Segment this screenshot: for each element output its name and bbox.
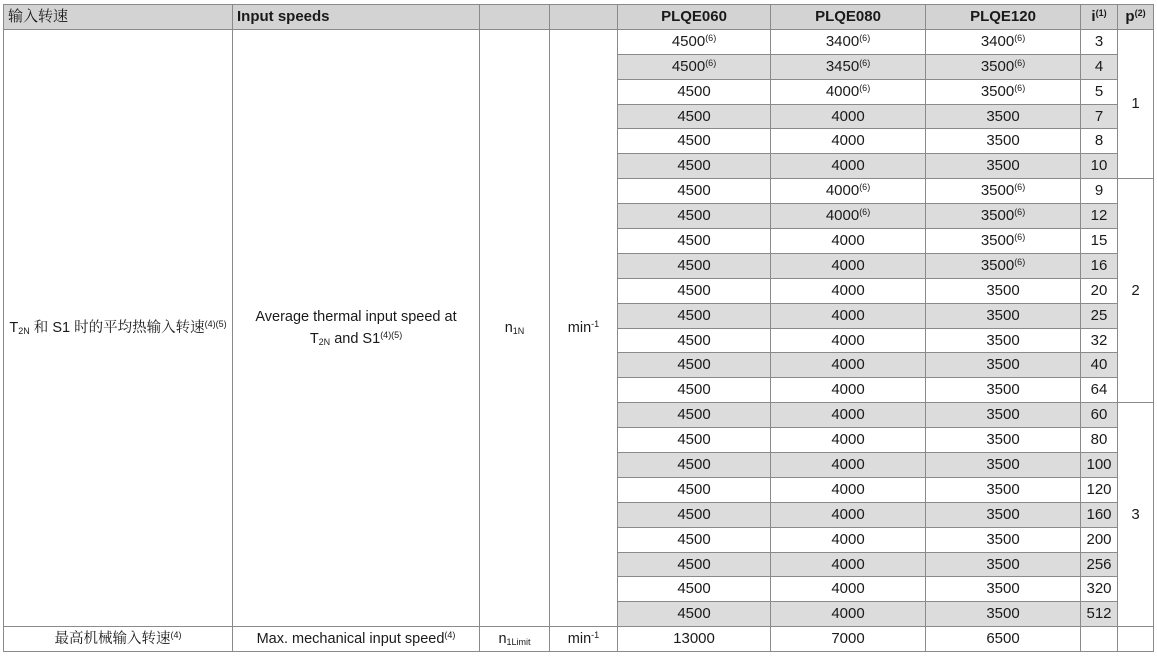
cell-plqe080-value: 3400 — [825, 32, 860, 50]
cell-plqe080 — [771, 552, 926, 577]
mechanical-symbol — [480, 627, 550, 652]
cell-ratio-value: 3 — [1094, 32, 1104, 50]
cell-plqe120 — [926, 29, 1081, 54]
header-plqe060: PLQE060 — [618, 5, 771, 30]
cell-plqe120 — [926, 453, 1081, 478]
cell-plqe060-value: 4500 — [677, 306, 711, 324]
cell-plqe080 — [771, 353, 926, 378]
cell-ratio — [1081, 229, 1118, 254]
header-stage — [1118, 5, 1154, 30]
mechanical-label-zh — [4, 627, 233, 652]
cell-plqe060 — [618, 104, 771, 129]
cell-ratio — [1081, 154, 1118, 179]
cell-plqe060-value: 4500 — [677, 182, 711, 200]
cell-ratio — [1081, 502, 1118, 527]
cell-plqe060-value: 4500 — [677, 356, 711, 374]
header-stage-base: p — [1125, 7, 1135, 25]
cell-plqe120-value: 3500 — [986, 381, 1020, 399]
input-speed-table — [3, 4, 1154, 652]
cell-plqe080-value: 4000 — [825, 82, 860, 100]
thermal-zh-notes: (4)(5) — [204, 319, 227, 330]
table-row — [4, 29, 1154, 54]
cell-plqe080-value: 4000 — [831, 505, 865, 523]
cell-plqe120-note: (6) — [1014, 32, 1026, 43]
cell-ratio — [1081, 104, 1118, 129]
cell-ratio-value: 200 — [1086, 530, 1112, 548]
cell-plqe060-value: 4500 — [677, 555, 711, 573]
cell-ratio — [1081, 428, 1118, 453]
cell-plqe080 — [771, 154, 926, 179]
cell-plqe120-value: 3500 — [986, 431, 1020, 449]
cell-plqe060 — [618, 204, 771, 229]
cell-plqe060 — [618, 453, 771, 478]
cell-ratio — [1081, 303, 1118, 328]
cell-plqe120 — [926, 602, 1081, 627]
thermal-symbol — [480, 29, 550, 626]
header-ratio-base: i — [1091, 7, 1096, 25]
cell-stage — [1118, 403, 1154, 627]
cell-plqe120-value: 3500 — [980, 182, 1015, 200]
cell-plqe120 — [926, 104, 1081, 129]
cell-plqe120-value: 3500 — [986, 406, 1020, 424]
cell-plqe120 — [926, 129, 1081, 154]
mechanical-stage-blank — [1118, 627, 1154, 652]
cell-plqe080-value: 4000 — [825, 182, 860, 200]
cell-plqe060-value: 4500 — [677, 132, 711, 150]
cell-plqe120-value: 3500 — [980, 256, 1015, 274]
cell-plqe060 — [618, 353, 771, 378]
cell-plqe060-value: 4500 — [677, 281, 711, 299]
cell-ratio-value: 40 — [1090, 356, 1108, 374]
thermal-zh-sub: 2N — [18, 325, 30, 336]
cell-plqe080-value: 4000 — [831, 356, 865, 374]
cell-plqe060-value: 4500 — [671, 57, 706, 75]
cell-plqe060-value: 4500 — [677, 455, 711, 473]
thermal-zh-rest: 和 S1 时的平均热输入转速 — [29, 320, 205, 337]
cell-plqe080 — [771, 104, 926, 129]
cell-plqe120-value: 3500 — [986, 356, 1020, 374]
cell-plqe060 — [618, 527, 771, 552]
cell-plqe080 — [771, 29, 926, 54]
cell-plqe060 — [618, 602, 771, 627]
cell-plqe080 — [771, 602, 926, 627]
mechanical-label-en — [233, 627, 480, 652]
cell-plqe060-value: 4500 — [677, 381, 711, 399]
cell-plqe120 — [926, 179, 1081, 204]
thermal-symbol-sub: 1N — [512, 325, 525, 336]
cell-plqe120-value: 3400 — [980, 32, 1015, 50]
cell-plqe060-value: 4500 — [677, 505, 711, 523]
mechanical-zh-text: 最高机械输入转速 — [54, 631, 171, 648]
cell-plqe060 — [618, 577, 771, 602]
cell-plqe060-value: 4500 — [677, 157, 711, 175]
thermal-unit — [550, 29, 618, 626]
cell-plqe120-note: (6) — [1014, 82, 1026, 93]
cell-stage — [1118, 29, 1154, 178]
mechanical-row — [4, 627, 1154, 652]
cell-plqe120-note: (6) — [1014, 207, 1026, 218]
cell-ratio — [1081, 577, 1118, 602]
thermal-en-mid: and S1 — [330, 331, 381, 348]
mechanical-unit-exp: -1 — [591, 630, 600, 641]
cell-plqe080-note: (6) — [859, 82, 871, 93]
cell-plqe080-value: 4000 — [831, 331, 865, 349]
cell-plqe060 — [618, 229, 771, 254]
cell-ratio-value: 120 — [1086, 480, 1112, 498]
cell-plqe060 — [618, 179, 771, 204]
cell-plqe060 — [618, 54, 771, 79]
cell-plqe120 — [926, 577, 1081, 602]
cell-ratio-value: 16 — [1090, 256, 1108, 274]
cell-plqe060 — [618, 477, 771, 502]
mechanical-plqe120 — [926, 627, 1081, 652]
header-unit-blank — [550, 5, 618, 30]
mechanical-en-text: Max. mechanical input speed — [256, 631, 445, 648]
thermal-en-prefix: Average thermal input speed at — [255, 309, 457, 326]
cell-plqe080-value: 4000 — [831, 455, 865, 473]
cell-plqe080-value: 4000 — [831, 381, 865, 399]
cell-ratio — [1081, 79, 1118, 104]
cell-ratio — [1081, 353, 1118, 378]
cell-plqe080-value: 4000 — [831, 306, 865, 324]
cell-plqe120 — [926, 353, 1081, 378]
cell-ratio-value: 4 — [1094, 57, 1104, 75]
cell-ratio-value: 10 — [1090, 157, 1108, 175]
cell-plqe120 — [926, 204, 1081, 229]
mechanical-ratio-blank — [1081, 627, 1118, 652]
cell-plqe080-value: 4000 — [831, 480, 865, 498]
cell-plqe120 — [926, 79, 1081, 104]
cell-plqe120 — [926, 403, 1081, 428]
cell-plqe080-value: 4000 — [825, 207, 860, 225]
cell-plqe060-note: (6) — [705, 32, 717, 43]
cell-plqe060-value: 4500 — [677, 580, 711, 598]
mechanical-plqe080 — [771, 627, 926, 652]
table-body — [4, 29, 1154, 651]
cell-ratio — [1081, 403, 1118, 428]
cell-ratio-value: 12 — [1090, 207, 1108, 225]
cell-plqe120-value: 3500 — [986, 132, 1020, 150]
cell-plqe080 — [771, 204, 926, 229]
cell-plqe120-value: 3500 — [986, 281, 1020, 299]
cell-ratio-value: 32 — [1090, 331, 1108, 349]
cell-ratio — [1081, 328, 1118, 353]
cell-ratio — [1081, 253, 1118, 278]
cell-plqe080 — [771, 527, 926, 552]
cell-plqe120-value: 3500 — [986, 580, 1020, 598]
cell-ratio-value: 7 — [1094, 107, 1104, 125]
header-plqe120: PLQE120 — [926, 5, 1081, 30]
cell-ratio-value: 5 — [1094, 82, 1104, 100]
thermal-en-sub: 2N — [318, 336, 331, 347]
header-stage-note: (2) — [1134, 8, 1146, 18]
mechanical-plqe060 — [618, 627, 771, 652]
mechanical-zh-note: (4) — [170, 630, 182, 641]
cell-plqe060-value: 4500 — [677, 256, 711, 274]
cell-plqe080-value: 3450 — [825, 57, 860, 75]
cell-ratio-value: 100 — [1086, 455, 1112, 473]
cell-plqe120 — [926, 278, 1081, 303]
cell-ratio — [1081, 129, 1118, 154]
cell-plqe120-value: 3500 — [980, 57, 1015, 75]
cell-plqe060-value: 4500 — [677, 207, 711, 225]
cell-plqe060 — [618, 29, 771, 54]
cell-plqe060-value: 4500 — [677, 480, 711, 498]
cell-plqe120-note: (6) — [1014, 256, 1026, 267]
cell-plqe120 — [926, 253, 1081, 278]
cell-plqe120 — [926, 154, 1081, 179]
thermal-label-zh — [4, 29, 233, 626]
cell-ratio — [1081, 477, 1118, 502]
cell-plqe120-value: 3500 — [986, 530, 1020, 548]
cell-ratio — [1081, 552, 1118, 577]
cell-plqe060 — [618, 328, 771, 353]
cell-stage-value: 2 — [1131, 281, 1140, 299]
cell-plqe080 — [771, 428, 926, 453]
cell-ratio — [1081, 453, 1118, 478]
cell-plqe120 — [926, 502, 1081, 527]
header-symbol-blank — [480, 5, 550, 30]
cell-plqe120 — [926, 378, 1081, 403]
mechanical-plqe060-value: 13000 — [673, 630, 715, 648]
cell-plqe060-value: 4500 — [677, 406, 711, 424]
cell-plqe120-value: 3500 — [986, 605, 1020, 623]
cell-stage — [1118, 179, 1154, 403]
cell-ratio — [1081, 29, 1118, 54]
cell-plqe080-value: 4000 — [831, 605, 865, 623]
cell-plqe060-value: 4500 — [677, 331, 711, 349]
header-label-zh: 输入转速 — [4, 5, 233, 30]
cell-plqe060 — [618, 403, 771, 428]
cell-ratio — [1081, 602, 1118, 627]
cell-plqe060 — [618, 552, 771, 577]
cell-plqe080-note: (6) — [859, 182, 871, 193]
cell-plqe080-value: 4000 — [831, 431, 865, 449]
cell-plqe080-value: 4000 — [831, 107, 865, 125]
cell-plqe080-value: 4000 — [831, 281, 865, 299]
cell-stage-value: 1 — [1131, 95, 1140, 113]
cell-plqe080 — [771, 453, 926, 478]
cell-plqe080 — [771, 229, 926, 254]
cell-plqe080 — [771, 477, 926, 502]
cell-plqe080 — [771, 54, 926, 79]
cell-plqe060 — [618, 502, 771, 527]
thermal-label-en — [233, 29, 480, 626]
cell-plqe060-note: (6) — [705, 57, 717, 68]
thermal-unit-base: min — [567, 320, 592, 337]
cell-ratio — [1081, 179, 1118, 204]
mechanical-unit-base: min — [567, 631, 592, 648]
cell-plqe060 — [618, 129, 771, 154]
cell-plqe060-value: 4500 — [677, 530, 711, 548]
cell-plqe120-note: (6) — [1014, 57, 1026, 68]
cell-plqe080 — [771, 577, 926, 602]
thermal-en-notes: (4)(5) — [380, 330, 403, 341]
cell-ratio — [1081, 527, 1118, 552]
header-ratio-note: (1) — [1095, 8, 1107, 18]
cell-stage-value: 3 — [1131, 505, 1140, 523]
header-label-en: Input speeds — [233, 5, 480, 30]
cell-plqe060 — [618, 253, 771, 278]
cell-plqe120-value: 3500 — [986, 157, 1020, 175]
cell-plqe060 — [618, 303, 771, 328]
mechanical-plqe080-value: 7000 — [831, 630, 865, 648]
thermal-symbol-base: n — [504, 320, 513, 337]
cell-plqe120-value: 3500 — [986, 555, 1020, 573]
cell-plqe080 — [771, 378, 926, 403]
cell-plqe060 — [618, 378, 771, 403]
cell-plqe080-note: (6) — [859, 207, 871, 218]
cell-plqe120-value: 3500 — [986, 306, 1020, 324]
cell-ratio-value: 256 — [1086, 555, 1112, 573]
cell-plqe080-note: (6) — [859, 57, 871, 68]
cell-plqe060-value: 4500 — [677, 431, 711, 449]
cell-plqe080-value: 4000 — [831, 132, 865, 150]
cell-ratio-value: 80 — [1090, 431, 1108, 449]
cell-ratio-value: 160 — [1086, 505, 1112, 523]
cell-plqe120-value: 3500 — [980, 231, 1015, 249]
cell-plqe120-value: 3500 — [986, 107, 1020, 125]
cell-plqe080-value: 4000 — [831, 580, 865, 598]
cell-plqe120-note: (6) — [1014, 182, 1026, 193]
cell-plqe080-value: 4000 — [831, 555, 865, 573]
header-row — [4, 5, 1154, 30]
cell-plqe080-value: 4000 — [831, 530, 865, 548]
cell-plqe080-value: 4000 — [831, 406, 865, 424]
cell-plqe060 — [618, 79, 771, 104]
cell-plqe120 — [926, 54, 1081, 79]
cell-plqe080 — [771, 129, 926, 154]
cell-plqe080-value: 4000 — [831, 256, 865, 274]
cell-ratio — [1081, 54, 1118, 79]
cell-plqe080-value: 4000 — [831, 157, 865, 175]
cell-plqe120 — [926, 477, 1081, 502]
cell-plqe060-value: 4500 — [677, 107, 711, 125]
cell-plqe060-value: 4500 — [671, 32, 706, 50]
cell-ratio — [1081, 204, 1118, 229]
cell-plqe120 — [926, 328, 1081, 353]
cell-plqe060-value: 4500 — [677, 605, 711, 623]
cell-ratio — [1081, 378, 1118, 403]
cell-plqe060 — [618, 154, 771, 179]
cell-plqe080 — [771, 79, 926, 104]
cell-ratio-value: 25 — [1090, 306, 1108, 324]
cell-plqe080 — [771, 253, 926, 278]
thermal-unit-exp: -1 — [591, 319, 600, 330]
cell-plqe060 — [618, 278, 771, 303]
mechanical-en-note: (4) — [444, 630, 456, 641]
cell-plqe120 — [926, 303, 1081, 328]
cell-ratio-value: 512 — [1086, 605, 1112, 623]
cell-plqe080 — [771, 303, 926, 328]
cell-plqe120-value: 3500 — [980, 82, 1015, 100]
cell-ratio — [1081, 278, 1118, 303]
cell-plqe080 — [771, 278, 926, 303]
mechanical-symbol-sub: 1Limit — [506, 637, 531, 647]
cell-plqe080 — [771, 502, 926, 527]
cell-ratio-value: 15 — [1090, 231, 1108, 249]
thermal-zh-t: T — [9, 320, 19, 337]
cell-ratio-value: 8 — [1094, 132, 1104, 150]
cell-ratio-value: 20 — [1090, 281, 1108, 299]
cell-plqe120 — [926, 552, 1081, 577]
cell-plqe120-value: 3500 — [986, 455, 1020, 473]
thermal-en-t: T — [309, 331, 319, 348]
cell-plqe120-value: 3500 — [980, 207, 1015, 225]
cell-plqe120 — [926, 527, 1081, 552]
cell-ratio-value: 320 — [1086, 580, 1112, 598]
cell-plqe120 — [926, 428, 1081, 453]
cell-plqe060-value: 4500 — [677, 82, 711, 100]
cell-plqe120-value: 3500 — [986, 505, 1020, 523]
cell-plqe060 — [618, 428, 771, 453]
mechanical-symbol-base: n — [498, 631, 507, 648]
cell-ratio-value: 9 — [1094, 182, 1104, 200]
cell-plqe080 — [771, 328, 926, 353]
cell-plqe080-note: (6) — [859, 32, 871, 43]
cell-plqe060-value: 4500 — [677, 231, 711, 249]
cell-plqe120-value: 3500 — [986, 480, 1020, 498]
header-plqe080: PLQE080 — [771, 5, 926, 30]
cell-plqe080 — [771, 403, 926, 428]
cell-plqe120-note: (6) — [1014, 232, 1026, 243]
header-ratio — [1081, 5, 1118, 30]
cell-ratio-value: 60 — [1090, 406, 1108, 424]
mechanical-plqe120-value: 6500 — [986, 630, 1020, 648]
cell-plqe120-value: 3500 — [986, 331, 1020, 349]
cell-ratio-value: 64 — [1090, 381, 1108, 399]
cell-plqe080-value: 4000 — [831, 231, 865, 249]
cell-plqe080 — [771, 179, 926, 204]
cell-plqe120 — [926, 229, 1081, 254]
mechanical-unit — [550, 627, 618, 652]
